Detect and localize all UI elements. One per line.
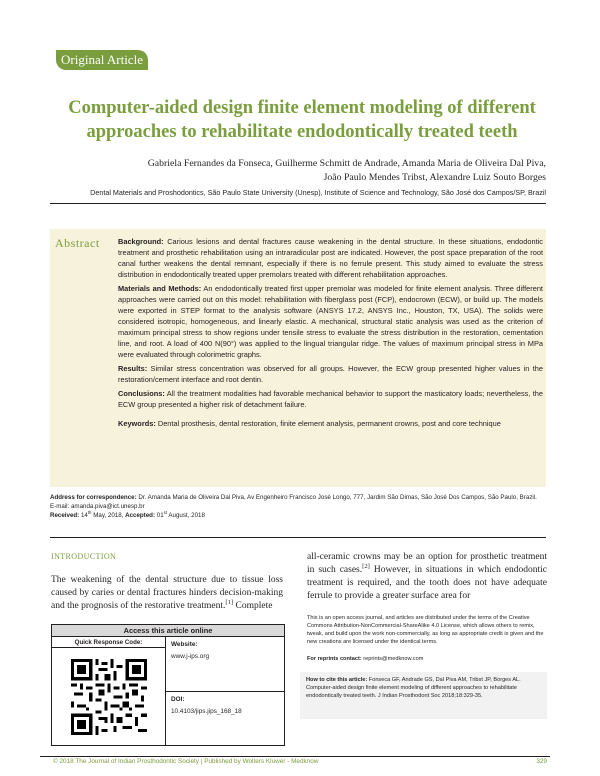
citation-ref[interactable]: [2] — [362, 562, 370, 570]
section-heading-introduction: INTRODUCTION — [51, 552, 117, 561]
dates: Received: 14th May, 2018, Accepted: 01st August, 2018 — [50, 509, 205, 519]
abstract-methods-para: Materials and Methods: An endodontically treated first upper premolar was modeled for finite element analysis. Three different approaches were carried out on this model: rehabilitation with fiberglass post (FCP), endocrown (ECW), or build up. The models were exported in STEP format to the analysis software (ANSYS 17.2, ANSYS Inc., Houston, TX, USA). The solids were considered isotropic, homogeneous, and linearly elastic. A mechanical, structural static analysis was used as the criterion of maximum principal stress to show regions under tensile stress to evaluate the stress distribution in the restoration, cementation line, and root. A load of 400 N(90°) was applied to the lingual triangular ridge. The values of maximum principal stress in MPa were evaluated through colorimetric graphs. — [118, 284, 543, 359]
body-paragraph-right: all-ceramic crowns may be an option for prosthetic treatment in such cases.[2] However, in situations in which endodontic treatment is required, and the tooth does not have adequate ferrule to provide a greater surface area for — [307, 552, 547, 601]
citation-ref[interactable]: [1] — [225, 598, 234, 606]
keywords: Keywords: Dental prosthesis, dental restoration, finite element analysis, permanent crowns, post and core technique — [118, 419, 501, 428]
affiliation: Dental Materials and Proshodontics, São Paulo State University (Unesp), Institute of Science and Technology, São José dos Campos/SP, Brazil — [90, 188, 546, 197]
divider — [50, 537, 546, 538]
abstract-conclusions-para: Conclusions: All the treatment modalities had favorable mechanical behavior to support the masticatory loads; nevertheless, the ECW group presented a higher risk of detachment failure. — [118, 389, 543, 409]
divider — [40, 756, 550, 757]
website-cell: Website: www.j-ips.org — [166, 637, 284, 692]
intro-paragraph: The weakening of the dental structure due to tissue loss caused by caries or dental fractures hinders decision-making and the prognosis of the restorative treatment.[1] Complete — [51, 575, 283, 611]
author-line-1: Gabriela Fernandes da Fonseca, Guilherme Schmitt de Andrade, Amanda Maria de Oliveira Dal Piva, — [147, 158, 546, 169]
author-list — [60, 157, 546, 185]
website-link[interactable]: www.j-ips.org — [171, 653, 209, 660]
license-note: This is an open access journal, and articles are distributed under the terms of the Creative Commons Attribution-NonCommercial-ShareAlike 4.0 License, which allows others to remix, tweak, and build upon the work non-commercially, as long as appropriate credit is given and the new creations are licensed under the identical terms. — [307, 615, 544, 645]
divider — [50, 203, 546, 204]
doi-link[interactable]: 10.4103/jips.jips_168_18 — [171, 707, 242, 715]
citation-box: How to cite this article: Fonseca GF, Andrade GS, Dal Piva AM, Tribst JP, Borges AL. Computer-aided design finite element modeling of different approaches to rehabilitate endodontically treated teeth. J Indian Prosthodont Soc 2018;18:329-35. — [300, 672, 547, 719]
page-footer — [53, 758, 547, 765]
abstract-heading: Abstract — [55, 236, 100, 250]
reprints-note: For reprints contact: reprints@medknow.com — [307, 656, 424, 662]
abstract-results-para: Results: Similar stress concentration was observed for all groups. However, the ECW group presented higher values in the restoration/cement interface and root dentin. — [118, 364, 543, 384]
qr-code-icon — [71, 659, 147, 735]
correspondence-email[interactable]: E-mail: amanda.piva@ict.unesp.br — [50, 503, 145, 510]
access-heading: Access this article online — [52, 625, 284, 637]
article-title: Computer-aided design finite element modeling of different approaches to rehabilitate endodontically treated teeth — [68, 98, 536, 142]
correspondence-block: Address for correspondence: Dr. Amanda Maria de Oliveira Dal Piva, Av Engenheiro Francisco José Longo, 777, Jardim São Dimas, São José Dos Campos, São Paulo, Brazil. E-mail: amanda.piva@ict.unesp.br Received: 14th May, 2018, Accepted: 01st August, 2018 — [50, 493, 546, 520]
abstract-background-para: Background: Carious lesions and dental fractures cause weakening in the dental structure. In these situations, endodontic treatment and prosthetic rehabilitation using an intraradicular post are indicated. However, the post space preparation of the root canal further weakens the dental remnant, especially if there is no ferrule present. This study aimed to evaluate the stress distribution in endodontically treated upper premolars treated with different rehabilitation approaches. — [118, 237, 543, 279]
footer-journal: © 2018 The Journal of Indian Prosthodontic Society | Published by Wolters Kluwer - Medknow — [53, 758, 319, 765]
abstract-body — [118, 236, 543, 432]
reprints-email[interactable]: reprints@medknow.com — [363, 656, 424, 662]
access-article-box — [51, 624, 285, 746]
page-number: 329 — [536, 758, 547, 765]
qr-label: Quick Response Code: — [52, 637, 165, 648]
article-type-badge: Original Article — [56, 50, 148, 70]
doi-cell: DOI: 10.4103/jips.jips_168_18 — [166, 692, 284, 746]
author-line-2: João Paulo Mendes Tribst, Alexandre Luiz Souto Borges — [323, 172, 546, 183]
